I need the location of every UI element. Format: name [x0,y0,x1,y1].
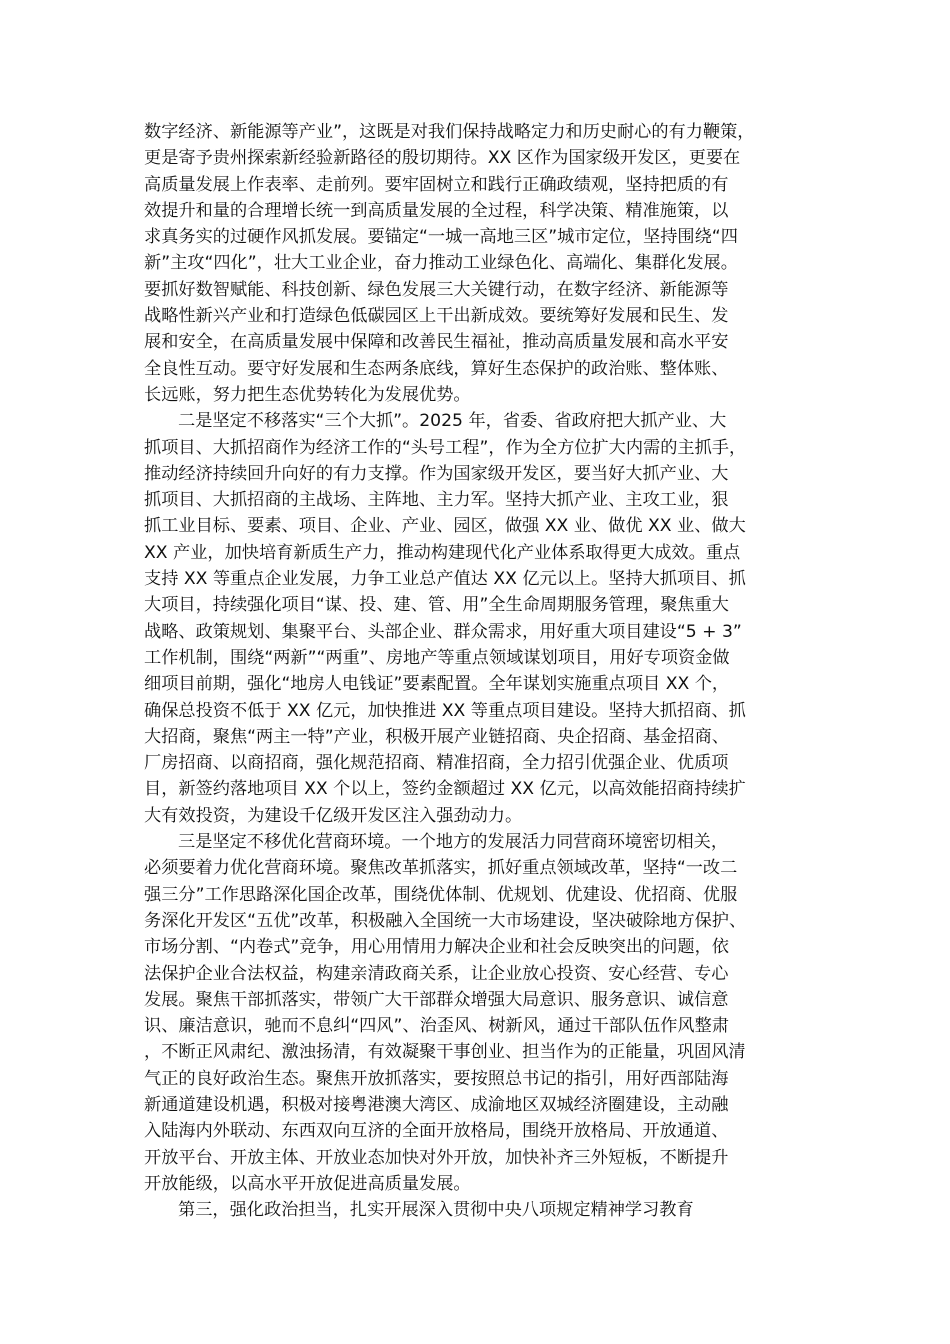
text-line: 高质量发展上作表率、走前列。要牢固树立和践行正确政绩观，坚持把质的有 [144,174,729,195]
text-line: 效提升和量的合理增长统一到高质量发展的全过程，科学决策、精准施策，以 [144,200,729,221]
text-line: 求真务实的过硬作风抓发展。要锚定“一城一高地三区”城市定位，坚持围绕“四 [144,227,738,248]
text-line: 工作机制，围绕“两新”“两重”、房地产等重点领域谋划项目，用好专项资金做 [144,647,730,668]
text-line: 识、廉洁意识，驰而不息纠“四风”、治歪风、树新风，通过干部队伍作风整肃 [144,1016,729,1037]
text-line: 发展。聚焦干部抓落实，带领广大干部群众增强大局意识、服务意识、诚信意 [144,989,729,1010]
paragraph-first-line: 三是坚定不移优化营商环境。一个地方的发展活力同营商环境密切相关， [178,832,729,853]
text-line: 要抓好数智赋能、科技创新、绿色发展三大关键行动，在数字经济、新能源等 [144,279,729,300]
document-body [144,119,808,1223]
text-line: ，不断正风肃纪、激浊扬清，有效凝聚干事创业、担当作为的正能量，巩固风清 [144,1042,746,1063]
text-line: 大招商，聚焦“两主一特”产业，积极开展产业链招商、央企招商、基金招商、 [144,726,729,747]
text-line: 法保护企业合法权益，构建亲清政商关系，让企业放心投资、安心经营、专心 [144,963,729,984]
text-line: 目，新签约落地项目 XX 个以上，签约金额超过 XX 亿元，以高效能招商持续扩 [144,779,746,800]
text-line: 抓项目、大抓招商的主战场、主阵地、主力军。坚持大抓产业、主攻工业，狠 [144,490,729,511]
text-line: 全良性互动。要守好发展和生态两条底线，算好生态保护的政治账、整体账、 [144,358,729,379]
text-line: 数字经济、新能源等产业”，这既是对我们保持战略定力和历史耐心的有力鞭策， [144,122,755,142]
text-line: 开放能级，以高水平开放促进高质量发展。 [144,1173,471,1194]
text-line: 战略、政策规划、集聚平台、头部企业、群众需求，用好重大项目建设“5 + 3” [144,621,742,642]
text-line: XX 产业，加快培育新质生产力，推动构建现代化产业体系取得更大成效。重点 [144,542,741,563]
text-line: 新”主攻“四化”，壮大工业企业，奋力推动工业绿色化、高端化、集群化发展。 [144,253,738,274]
text-line: 战略性新兴产业和打造绿色低碳园区上干出新成效。要统筹好发展和民生、发 [144,306,729,327]
text-line: 大项目，持续强化项目“谋、投、建、管、用”全生命周期服务管理，聚焦重大 [144,595,729,616]
text-line: 气正的良好政治生态。聚焦开放抓落实，要按照总书记的指引，用好西部陆海 [144,1068,729,1089]
text-line: 抓工业目标、要素、项目、企业、产业、园区，做强 XX 业、做优 XX 业、做大 [144,516,746,537]
text-line: 厂房招商、以商招商，强化规范招商、精准招商，全力招引优强企业、优质项 [144,753,729,774]
text-line: 支持 XX 等重点企业发展，力争工业总产值达 XX 亿元以上。坚持大抓项目、抓 [144,569,746,590]
text-line: 开放平台、开放主体、开放业态加快对外开放，加快补齐三外短板，不断提升 [144,1147,729,1168]
text-line: 抓项目、大抓招商作为经济工作的“头号工程”，作为全方位扩大内需的主抓手， [144,437,747,458]
text-line: 入陆海内外联动、东西双向互济的全面开放格局，围绕开放格局、开放通道、 [144,1121,729,1142]
text-line: 展和安全，在高质量发展中保障和改善民生福祉，推动高质量发展和高水平安 [144,332,729,353]
text-line: 大有效投资，为建设千亿级开发区注入强劲动力。 [144,805,523,826]
text-line: 市场分割、“内卷式”竞争，用心用情用力解决企业和社会反映突出的问题，依 [144,937,729,958]
text-line: 更是寄予贵州探索新经验新路径的殷切期待。XX 区作为国家级开发区，更要在 [144,148,741,169]
text-line: 长远账，努力把生态优势转化为发展优势。 [144,384,471,405]
text-line: 必须要着力优化营商环境。聚焦改革抓落实，抓好重点领域改革，坚持“一改二 [144,858,738,879]
text-line: 务深化开发区“五优”改革，积极融入全国统一大市场建设，坚决破除地方保护、 [144,910,747,931]
paragraph-first-line: 第三，强化政治担当，扎实开展深入贯彻中央八项规定精神学习教育 [178,1200,694,1221]
text-line: 推动经济持续回升向好的有力支撑。作为国家级开发区，要当好大抓产业、大 [144,463,729,484]
text-line: 新通道建设机遇，积极对接粤港澳大湾区、成渝地区双城经济圈建设，主动融 [144,1094,729,1115]
text-line: 强三分”工作思路深化国企改革，围绕优体制、优规划、优建设、优招商、优服 [144,884,738,905]
text-line: 细项目前期，强化“地房人电钱证”要素配置。全年谋划实施重点项目 XX 个， [144,674,730,695]
text-line: 确保总投资不低于 XX 亿元，加快推进 XX 等重点项目建设。坚持大抓招商、抓 [144,700,746,721]
paragraph-first-line: 二是坚定不移落实“三个大抓”。2025 年，省委、省政府把大抓产业、大 [178,411,727,432]
